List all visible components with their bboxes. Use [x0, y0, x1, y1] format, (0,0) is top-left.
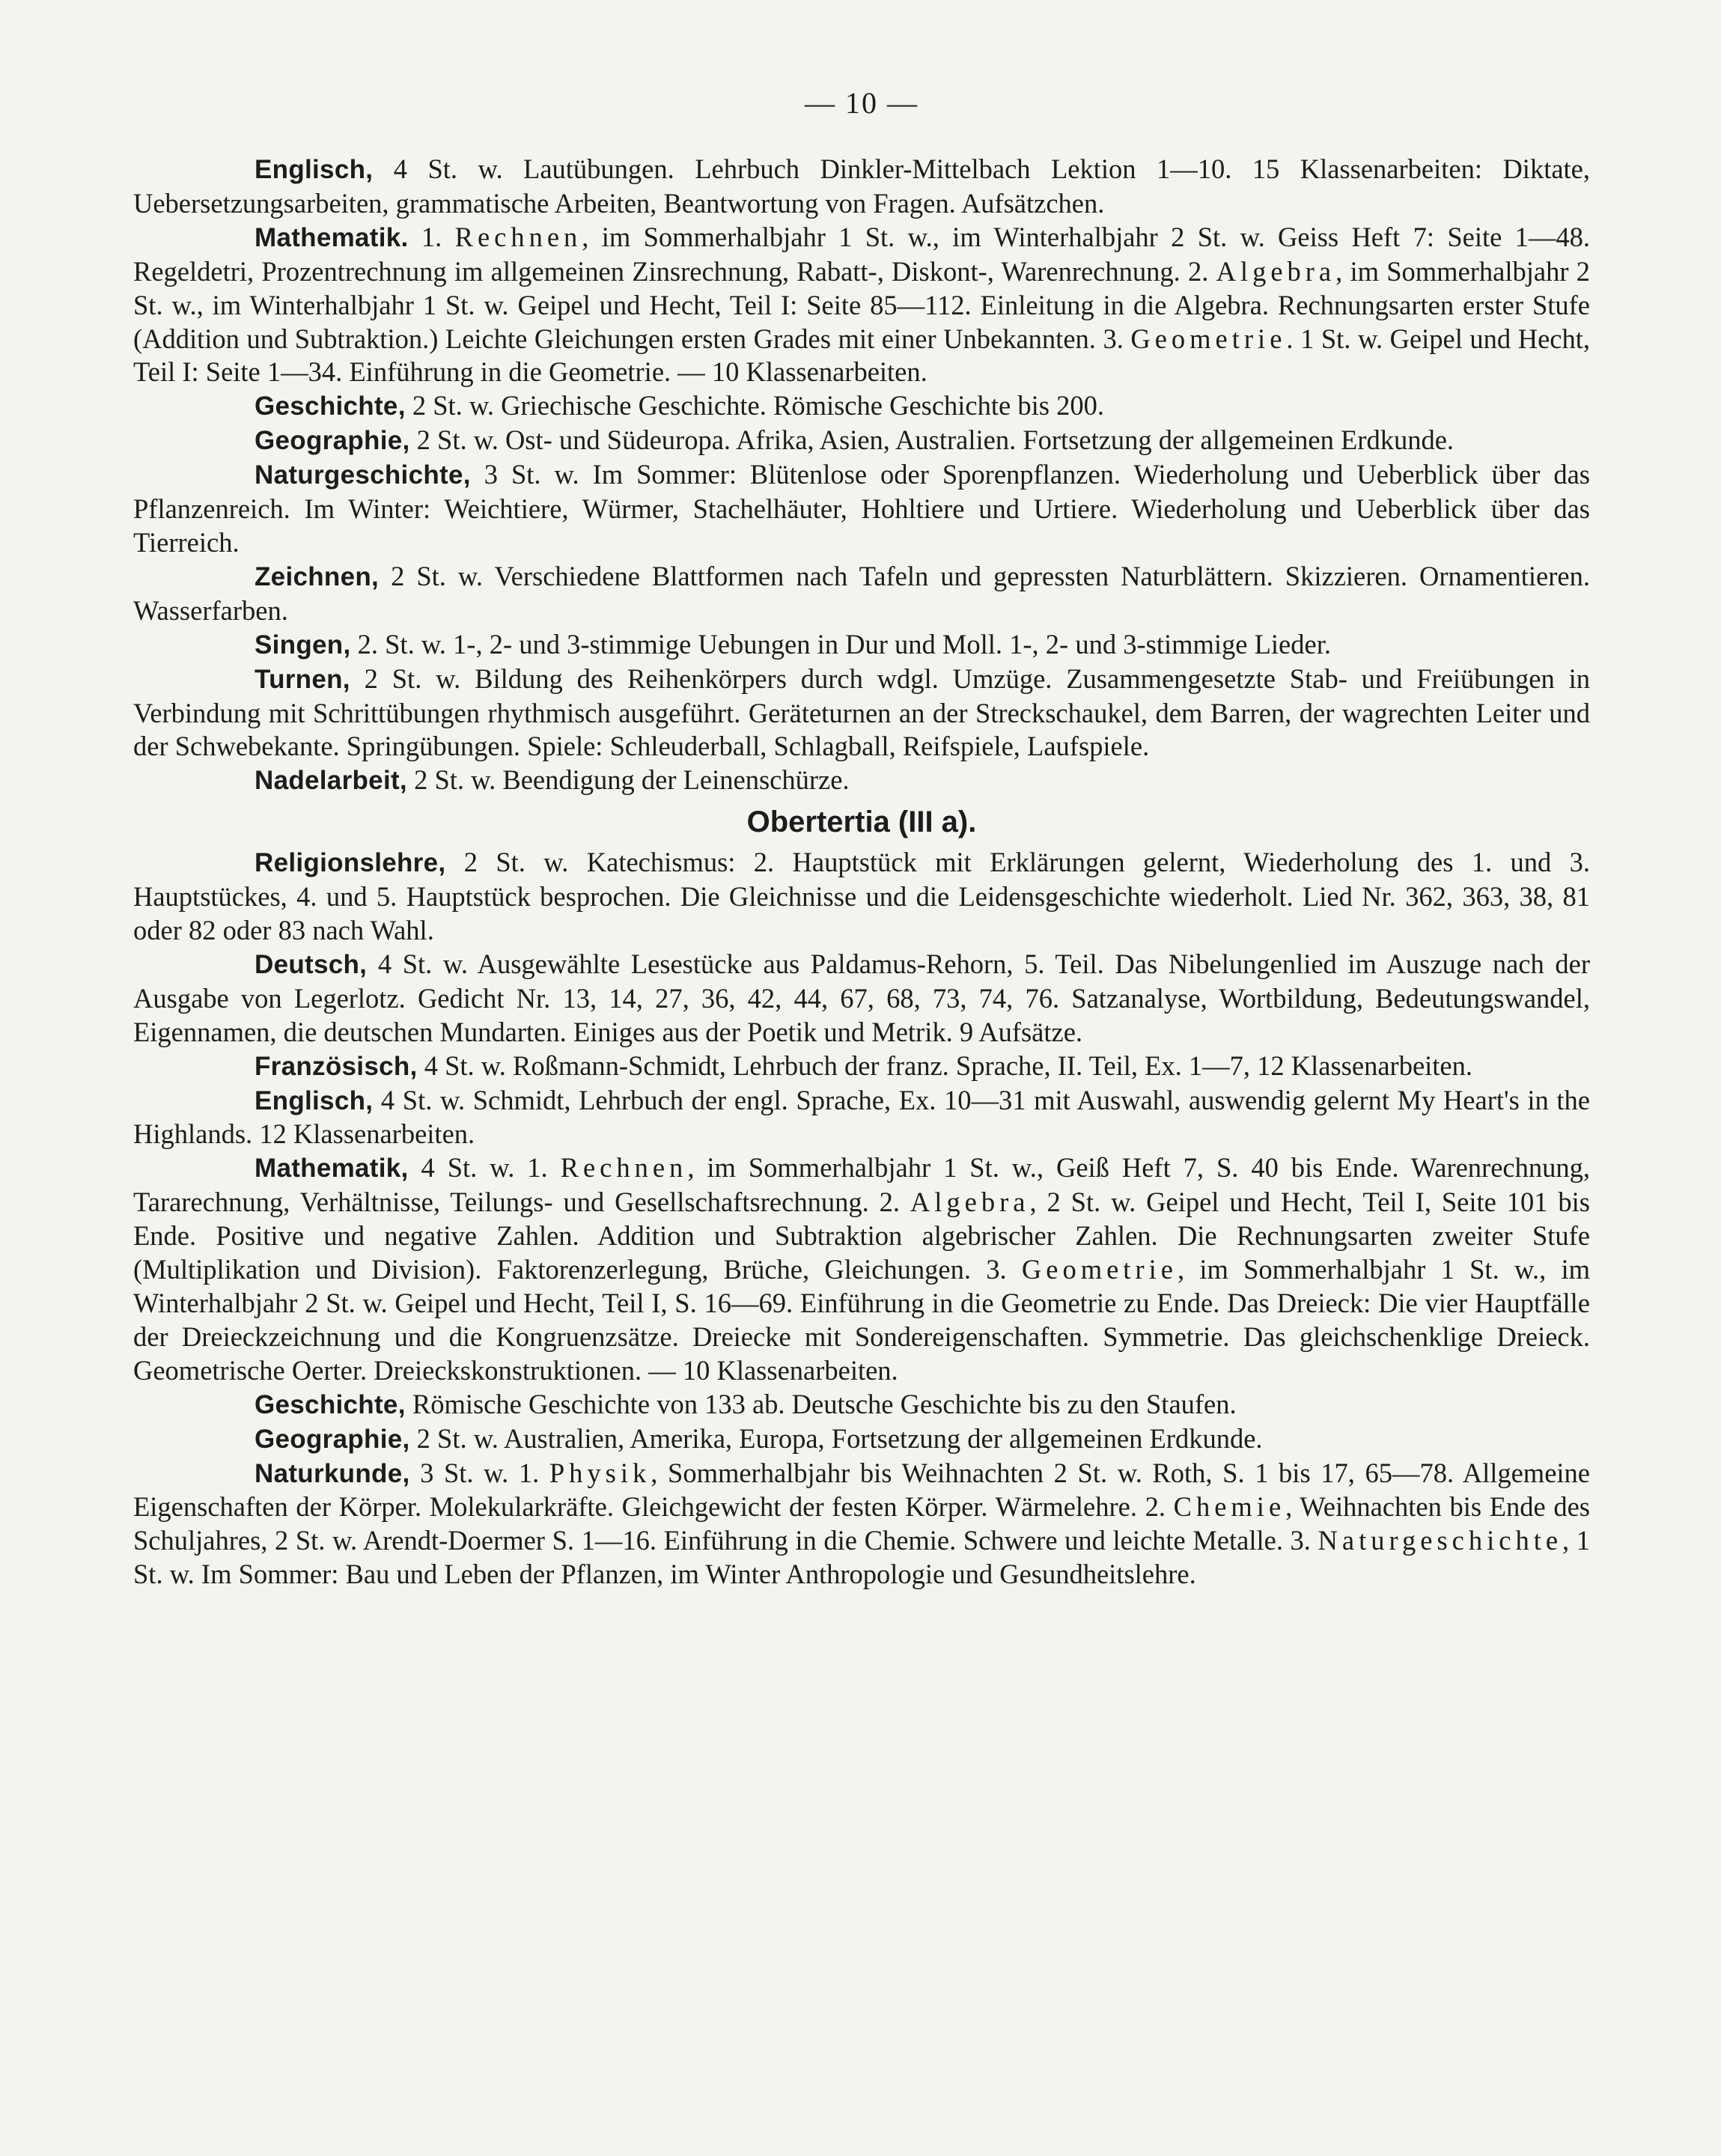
subject-text: , Sommerhalbjahr bis Weihnachten 2 St. w. Roth, S. 1 bis 17, 65—78. Allgemeine Eigenschaften der Körper. Molekularkräfte. Gleichgewicht der festen Körper. Wärmelehre. 2. — [133, 1457, 1590, 1523]
subject-heading: Geschichte, — [255, 1389, 406, 1419]
subject-text: , 2 St. w. Geipel und Hecht, Teil I, Seite 101 bis Ende. Positive und negative Zahlen. Addition und Subtraktion algebrischer Zahlen. Die Rechnungsarten zweiter Stufe (Multiplikation und Division). Faktorenzerlegung, Brüche, Gleichungen. 3. — [133, 1187, 1590, 1285]
subject-paragraph — [133, 1084, 1590, 1152]
subject-heading: Nadelarbeit, — [255, 766, 407, 796]
subject-heading: Geographie, — [255, 1424, 410, 1454]
subject-paragraph — [133, 764, 1590, 798]
subject-text: , im Sommerhalbjahr 1 St. w., im Winterhalbjahr 2 St. w. Geipel und Hecht, Teil I, S. 16—69. Einführung in die Geometrie zu Ende. Das Dreieck: Die vier Hauptfälle der Dreieckzeichnung und die Kongruenzsätze. Dreiecke mit Sondereigenschaften. Symmetrie. Das gleichschenklige Dreieck. Geometrische Oerter. Dreieckskonstruktionen. — 10 Klassenarbeiten. — [133, 1254, 1590, 1386]
subject-heading: Französisch, — [255, 1051, 418, 1081]
subject-heading: Geschichte, — [255, 392, 406, 421]
spaced-subtopic: Algebra — [1216, 255, 1336, 287]
spaced-subtopic: Geometrie — [1130, 323, 1287, 354]
spaced-subtopic: Naturgeschichte — [1318, 1525, 1563, 1556]
subject-heading: Naturgeschichte, — [255, 460, 471, 490]
subject-heading: Zeichnen, — [255, 561, 380, 591]
subject-text: , Weihnachten bis Ende des Schuljahres, 2 St. w. Arendt-Doermer S. 1—16. Einführung in die Chemie. Schwere und leichte Metalle. 3. — [133, 1491, 1590, 1556]
subject-heading: Turnen, — [255, 664, 350, 694]
spaced-subtopic: Physik — [549, 1457, 651, 1488]
subject-paragraph — [133, 1050, 1590, 1084]
subject-heading: Religionslehre, — [255, 848, 446, 878]
subject-paragraph — [133, 389, 1590, 424]
subject-text: 2 St. w. Verschiedene Blattformen nach Tafeln und gepressten Naturblättern. Skizzieren. Ornamentieren. Wasserfarben. — [133, 560, 1590, 626]
subject-text: 2. St. w. 1-, 2- und 3-stimmige Uebungen in Dur und Moll. 1-, 2- und 3-stimmige Lieder. — [350, 628, 1331, 660]
subject-text: 2 St. w. Beendigung der Leinenschürze. — [406, 764, 850, 796]
spaced-subtopic: Chemie — [1173, 1491, 1286, 1523]
subject-heading: Deutsch, — [255, 949, 368, 979]
subject-paragraph — [133, 948, 1590, 1050]
subject-text: 2 St. w. Bildung des Reihenkörpers durch wdgl. Umzüge. Zusammengesetzte Stab- und Freiübungen in Verbindung mit Schrittübungen rhythmisch ausgeführt. Geräteturnen an der Streckschaukel, dem Barren, der wagrechten Leiter und der Schwebekante. Springübungen. Spiele: Schleuderball, Schlagball, Reifspiele, Laufspiele. — [133, 663, 1590, 762]
subject-text: , im Sommerhalbjahr 1 St. w., Geiß Heft 7, S. 40 bis Ende. Warenrechnung, Tararechnung, Verhältnisse, Teilungs- und Gesellschaftsrechnung. 2. — [133, 1152, 1590, 1218]
spaced-subtopic: Algebra — [910, 1187, 1030, 1218]
subject-text: 3 St. w. Im Sommer: Blütenlose oder Sporenpflanzen. Wiederholung und Ueberblick über das Pflanzenreich. Im Winter: Weichtiere, Würmer, Stachelhäuter, Hohltiere und Urtiere. Wiederholung und Ueberblick über das Tierreich. — [133, 459, 1590, 558]
spaced-subtopic: Rechnen — [454, 221, 582, 252]
subject-text: 3 St. w. 1. — [409, 1457, 549, 1488]
subject-text: 2 St. w. Griechische Geschichte. Römische Geschichte bis 200. — [405, 390, 1104, 421]
subject-paragraph — [133, 1388, 1590, 1422]
subject-text: , im Sommerhalbjahr 2 St. w., im Winterhalbjahr 1 St. w. Geipel und Hecht, Teil I: Seite 85—112. Einleitung in die Algebra. Rechnungsarten erster Stufe (Addition und Subtraktion.) Leichte Gleichungen ersten Grades mit einer Unbekannten. 3. — [133, 255, 1590, 354]
subject-paragraph — [133, 1151, 1590, 1387]
subject-text: 4 St. w. Roßmann-Schmidt, Lehrbuch der franz. Sprache, II. Teil, Ex. 1—7, 12 Klassenarbeiten. — [417, 1050, 1473, 1081]
subject-paragraph — [133, 424, 1590, 458]
subject-text: 4 St. w. 1. — [408, 1152, 561, 1184]
subject-paragraph — [133, 1457, 1590, 1592]
subject-paragraph — [133, 221, 1590, 390]
subject-text: 2 St. w. Ost- und Südeuropa. Afrika, Asien, Australien. Fortsetzung der allgemeinen Erdkunde. — [409, 424, 1455, 456]
subject-heading: Englisch, — [255, 155, 374, 184]
subject-heading: Geographie, — [255, 426, 410, 456]
subject-text: 4 St. w. Ausgewählte Lesestücke aus Paldamus-Rehorn, 5. Teil. Das Nibelungenlied im Auszuge nach der Ausgabe von Legerlotz. Gedicht Nr. 13, 14, 27, 36, 42, 44, 67, 68, 73, 74, 76. Satzanalyse, Wortbildung, Bedeutungswandel, Eigennamen, die deutschen Mundarten. Einiges aus der Poetik und Metrik. 9 Aufsätze. — [133, 948, 1590, 1047]
subject-paragraph — [133, 663, 1590, 764]
subject-text: , 1 St. w. Im Sommer: Bau und Leben der Pflanzen, im Winter Anthropologie und Gesundheitslehre. — [133, 1525, 1591, 1590]
section-title-obertertia: Obertertia (III a). — [746, 806, 977, 839]
subject-paragraph — [133, 846, 1590, 948]
spaced-subtopic: Geometrie — [1021, 1254, 1178, 1285]
subject-text: , im Sommerhalbjahr 1 St. w., im Winterhalbjahr 2 St. w. Geiss Heft 7: Seite 1—48. Regeldetri, Prozentrechnung im allgemeinen Zinsrechnung, Rabatt-, Diskont-, Warenrechnung. 2. — [133, 221, 1591, 287]
subject-text: 1. — [408, 221, 455, 252]
spaced-subtopic: Rechnen — [560, 1152, 688, 1184]
subject-heading: Singen, — [255, 630, 351, 660]
subject-paragraph — [133, 628, 1590, 663]
section-untertertia-continued — [133, 153, 1590, 798]
subject-text: 2 St. w. Katechismus: 2. Hauptstück mit Erklärungen gelernt, Wiederholung des 1. und 3. Hauptstückes, 4. und 5. Hauptstück besprochen. Die Gleichnisse und die Leidensgeschichte wiederholt. Lied Nr. 362, 363, 38, 81 oder 82 oder 83 nach Wahl. — [133, 847, 1590, 946]
subject-heading: Englisch, — [255, 1085, 374, 1115]
subject-paragraph — [133, 560, 1590, 628]
subject-paragraph — [133, 153, 1590, 221]
subject-text: 4 St. w. Lautübungen. Lehrbuch Dinkler-Mittelbach Lektion 1—10. 15 Klassenarbeiten: Diktate, Uebersetzungsarbeiten, grammatische Arbeiten, Beantwortung von Fragen. Aufsätzchen. — [133, 153, 1590, 219]
document-page — [133, 81, 1590, 2132]
subject-heading: Mathematik. — [255, 222, 409, 252]
subject-text: Römische Geschichte von 133 ab. Deutsche Geschichte bis zu den Staufen. — [405, 1388, 1237, 1419]
subject-paragraph — [133, 458, 1590, 560]
subject-text: 4 St. w. Schmidt, Lehrbuch der engl. Sprache, Ex. 10—31 mit Auswahl, auswendig gelernt My Heart's in the Highlands. 12 Klassenarbeiten. — [133, 1084, 1590, 1150]
subject-paragraph — [133, 1422, 1590, 1457]
subject-text: . 1 St. w. Geipel und Hecht, Teil I: Seite 1—34. Einführung in die Geometrie. — 10 Klassenarbeiten. — [133, 323, 1590, 388]
subject-heading: Naturkunde, — [255, 1458, 410, 1488]
page-number: — 10 — — [805, 86, 919, 120]
subject-text: 2 St. w. Australien, Amerika, Europa, Fortsetzung der allgemeinen Erdkunde. — [409, 1422, 1263, 1454]
subject-heading: Mathematik, — [255, 1154, 409, 1184]
section-obertertia — [133, 846, 1590, 1592]
